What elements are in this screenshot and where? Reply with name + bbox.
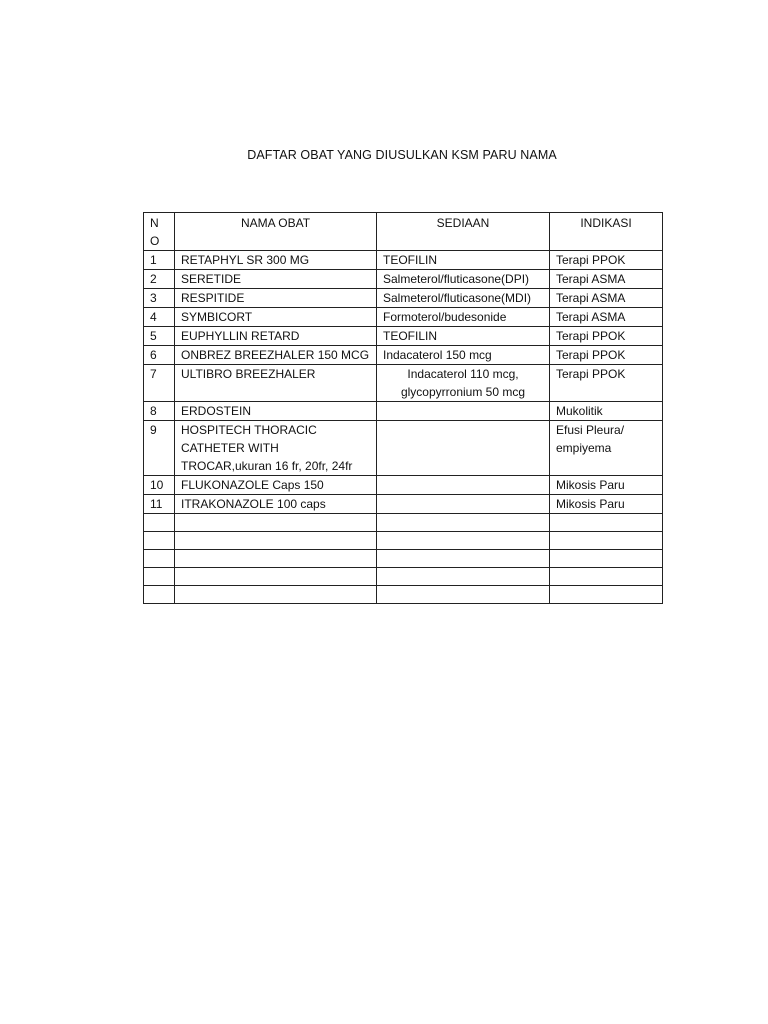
cell-indikasi: Terapi PPOK: [550, 251, 663, 270]
cell-no: 11: [144, 495, 175, 514]
drug-table: [143, 212, 663, 604]
cell-nama-obat: ITRAKONAZOLE 100 caps: [175, 495, 377, 514]
cell-sediaan: [377, 421, 550, 476]
empty-cell: [550, 532, 663, 550]
cell-no: 9: [144, 421, 175, 476]
cell-indikasi: Terapi PPOK: [550, 327, 663, 346]
cell-no: 4: [144, 308, 175, 327]
empty-table-row: [144, 568, 663, 586]
header-nama-obat: NAMA OBAT: [175, 213, 377, 251]
cell-no: 6: [144, 346, 175, 365]
cell-indikasi: Terapi ASMA: [550, 289, 663, 308]
header-no: NO: [144, 213, 175, 251]
empty-cell: [377, 514, 550, 532]
empty-cell: [550, 586, 663, 604]
table-row: [144, 495, 663, 514]
cell-sediaan: TEOFILIN: [377, 251, 550, 270]
empty-cell: [144, 514, 175, 532]
cell-no: 10: [144, 476, 175, 495]
cell-no: 5: [144, 327, 175, 346]
cell-indikasi: Terapi PPOK: [550, 365, 663, 402]
empty-cell: [175, 568, 377, 586]
table-row: [144, 270, 663, 289]
cell-sediaan: [377, 476, 550, 495]
cell-sediaan: Indacaterol 150 mcg: [377, 346, 550, 365]
table-row: [144, 308, 663, 327]
cell-nama-obat: RETAPHYL SR 300 MG: [175, 251, 377, 270]
empty-cell: [550, 514, 663, 532]
table-row: [144, 251, 663, 270]
empty-cell: [175, 550, 377, 568]
empty-cell: [144, 532, 175, 550]
table-row: [144, 327, 663, 346]
cell-sediaan: [377, 402, 550, 421]
cell-indikasi: Mukolitik: [550, 402, 663, 421]
cell-no: 7: [144, 365, 175, 402]
cell-sediaan: [377, 495, 550, 514]
empty-table-row: [144, 532, 663, 550]
header-indikasi: INDIKASI: [550, 213, 663, 251]
table-row: [144, 421, 663, 476]
cell-indikasi: Efusi Pleura/ empiyema: [550, 421, 663, 476]
cell-nama-obat: HOSPITECH THORACIC CATHETER WITH TROCAR,ukuran 16 fr, 20fr, 24fr: [175, 421, 377, 476]
cell-nama-obat: FLUKONAZOLE Caps 150: [175, 476, 377, 495]
cell-no: 1: [144, 251, 175, 270]
table-row: [144, 346, 663, 365]
cell-nama-obat: ULTIBRO BREEZHALER: [175, 365, 377, 402]
cell-nama-obat: ERDOSTEIN: [175, 402, 377, 421]
cell-sediaan: Salmeterol/fluticasone(MDI): [377, 289, 550, 308]
header-sediaan: SEDIAAN: [377, 213, 550, 251]
cell-indikasi: Terapi ASMA: [550, 308, 663, 327]
empty-cell: [175, 532, 377, 550]
cell-sediaan: Salmeterol/fluticasone(DPI): [377, 270, 550, 289]
cell-nama-obat: SERETIDE: [175, 270, 377, 289]
cell-nama-obat: EUPHYLLIN RETARD: [175, 327, 377, 346]
empty-table-row: [144, 550, 663, 568]
empty-table-row: [144, 514, 663, 532]
empty-cell: [175, 586, 377, 604]
cell-indikasi: Terapi ASMA: [550, 270, 663, 289]
table-row: [144, 476, 663, 495]
cell-no: 3: [144, 289, 175, 308]
table-row: [144, 365, 663, 402]
cell-no: 2: [144, 270, 175, 289]
empty-cell: [144, 550, 175, 568]
empty-cell: [144, 568, 175, 586]
cell-nama-obat: ONBREZ BREEZHALER 150 MCG: [175, 346, 377, 365]
cell-indikasi: Mikosis Paru: [550, 476, 663, 495]
empty-cell: [377, 532, 550, 550]
document-title: DAFTAR OBAT YANG DIUSULKAN KSM PARU NAMA: [247, 148, 557, 162]
empty-cell: [377, 568, 550, 586]
empty-cell: [550, 568, 663, 586]
empty-cell: [377, 550, 550, 568]
cell-no: 8: [144, 402, 175, 421]
table-header-row: [144, 213, 663, 251]
table-row: [144, 289, 663, 308]
cell-sediaan: TEOFILIN: [377, 327, 550, 346]
cell-nama-obat: SYMBICORT: [175, 308, 377, 327]
cell-indikasi: Terapi PPOK: [550, 346, 663, 365]
cell-indikasi: Mikosis Paru: [550, 495, 663, 514]
empty-table-row: [144, 586, 663, 604]
empty-cell: [175, 514, 377, 532]
empty-cell: [550, 550, 663, 568]
cell-sediaan: Indacaterol 110 mcg, glycopyrronium 50 mcg: [377, 365, 550, 402]
cell-sediaan: Formoterol/budesonide: [377, 308, 550, 327]
cell-nama-obat: RESPITIDE: [175, 289, 377, 308]
empty-cell: [377, 586, 550, 604]
empty-cell: [144, 586, 175, 604]
table-row: [144, 402, 663, 421]
